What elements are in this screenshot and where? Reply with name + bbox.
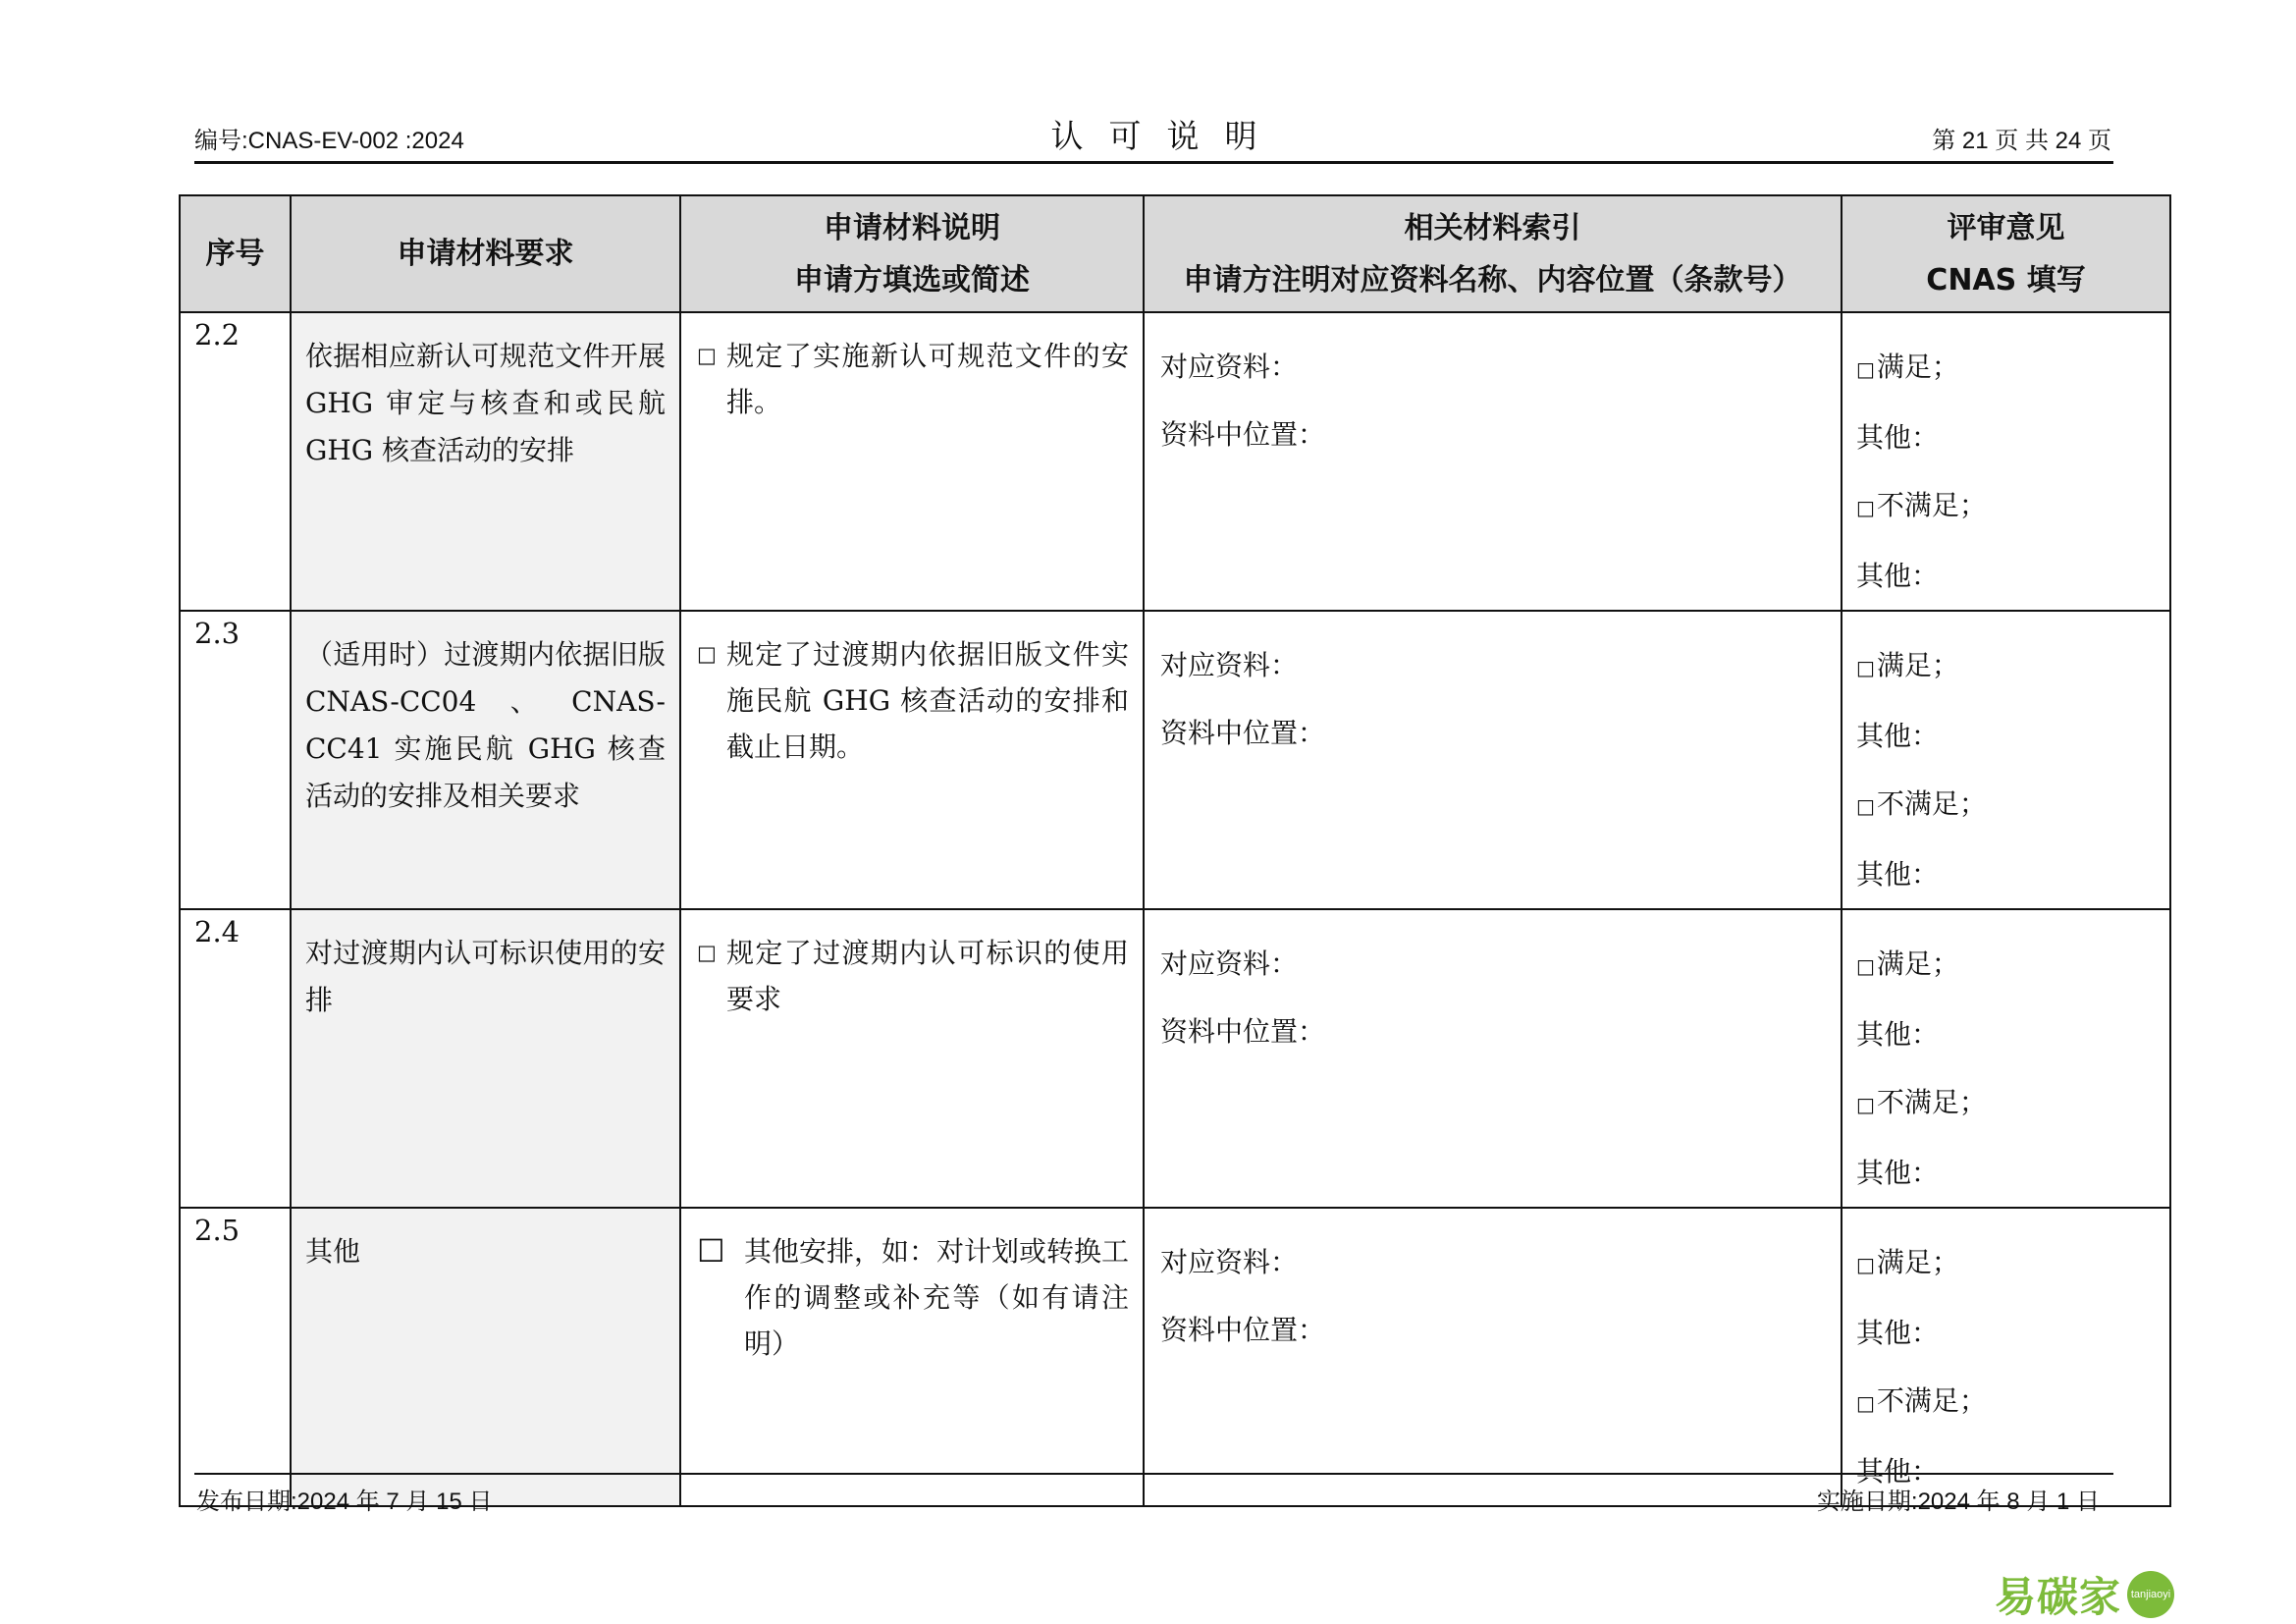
- review-satisfied-label: 满足；: [1876, 649, 1959, 681]
- row-requirement: 依据相应新认可规范文件开展 GHG 审定与核查和或民航 GHG 核查活动的安排: [291, 312, 680, 611]
- table-row: [180, 312, 2170, 611]
- checkbox-icon[interactable]: □: [1856, 1391, 1875, 1415]
- checkbox-icon[interactable]: □: [1856, 954, 1875, 978]
- table-row: [180, 909, 2170, 1208]
- header-description: [680, 195, 1144, 312]
- doc-title: 认可说明: [1050, 117, 1283, 155]
- reference-location-label: 资料中位置：: [1160, 1015, 1326, 1048]
- review-other-label: 其他：: [1856, 1157, 1940, 1189]
- issue-date: 发布日期:2024 年 7 月 15 日: [196, 1489, 493, 1515]
- reference-material-label: 对应资料：: [1160, 351, 1299, 383]
- reference-location-label: 资料中位置：: [1160, 717, 1326, 749]
- header-description-line1: 申请材料说明: [824, 210, 1000, 245]
- review-unsatisfied-label: 不满足；: [1876, 1384, 1987, 1417]
- row-description: [680, 312, 1144, 611]
- effective-date: 实施日期:2024 年 8 月 1 日: [1816, 1489, 2100, 1515]
- row-requirement: （适用时）过渡期内依据旧版 CNAS-CC04、CNAS-CC41 实施民航 GHG 核查活动的安排及相关要求: [291, 611, 680, 909]
- row-review: [1842, 909, 2170, 1208]
- row-description: [680, 1208, 1144, 1506]
- row-reference: [1144, 1208, 1842, 1506]
- watermark-badge-icon: tanjiaoyi: [2127, 1571, 2174, 1618]
- header-requirement: 申请材料要求: [291, 195, 680, 312]
- review-other-label: 其他：: [1856, 1018, 1940, 1051]
- review-other-label: 其他：: [1856, 858, 1940, 891]
- row-number: 2.5: [180, 1208, 291, 1506]
- description-text: 规定了过渡期内依据旧版文件实施民航 GHG 核查活动的安排和截止日期。: [726, 638, 1129, 763]
- reference-location-label: 资料中位置：: [1160, 1314, 1326, 1346]
- description-text: 其他安排，如：对计划或转换工作的调整或补充等（如有请注明）: [744, 1235, 1130, 1360]
- row-review: [1842, 611, 2170, 909]
- row-number: 2.4: [180, 909, 291, 1208]
- checkbox-icon[interactable]: □: [697, 344, 717, 367]
- row-requirement: 对过渡期内认可标识使用的安排: [291, 909, 680, 1208]
- checkbox-icon[interactable]: □: [697, 642, 717, 666]
- reference-material-label: 对应资料：: [1160, 1246, 1299, 1278]
- header-review: [1842, 195, 2170, 312]
- checkbox-icon[interactable]: □: [1856, 1093, 1875, 1116]
- checkbox-icon[interactable]: □: [1856, 656, 1875, 679]
- review-unsatisfied-label: 不满足；: [1876, 787, 1987, 820]
- row-number: 2.3: [180, 611, 291, 909]
- row-number: 2.2: [180, 312, 291, 611]
- review-other-label: 其他：: [1856, 560, 1940, 592]
- checkbox-icon[interactable]: ☐: [697, 1232, 725, 1270]
- row-reference: [1144, 611, 1842, 909]
- header-description-line2: 申请方填选或简述: [794, 262, 1030, 298]
- watermark-logo: [1995, 1565, 2174, 1624]
- page-info: 第 21 页 共 24 页: [1932, 128, 2111, 154]
- header-num: 序号: [180, 195, 291, 312]
- reference-location-label: 资料中位置：: [1160, 418, 1326, 451]
- checkbox-icon[interactable]: □: [1856, 1253, 1875, 1276]
- checkbox-icon[interactable]: □: [1856, 496, 1875, 519]
- watermark-brand: 易碳家: [1995, 1573, 2122, 1621]
- header-review-line2: CNAS 填写: [1926, 262, 2086, 298]
- row-reference: [1144, 909, 1842, 1208]
- reference-material-label: 对应资料：: [1160, 947, 1299, 980]
- page-footer: [194, 1473, 2113, 1514]
- review-other-label: 其他：: [1856, 421, 1940, 454]
- review-satisfied-label: 满足；: [1876, 947, 1959, 980]
- row-description: [680, 909, 1144, 1208]
- review-other-label: 其他：: [1856, 1317, 1940, 1349]
- row-description: [680, 611, 1144, 909]
- doc-code: 编号:CNAS-EV-002 :2024: [194, 128, 464, 154]
- header-reference: [1144, 195, 1842, 312]
- table-row: [180, 611, 2170, 909]
- description-text: 规定了过渡期内认可标识的使用要求: [726, 937, 1129, 1015]
- row-review: [1842, 1208, 2170, 1506]
- checkbox-icon[interactable]: □: [697, 941, 717, 964]
- description-text: 规定了实施新认可规范文件的安排。: [726, 340, 1129, 418]
- review-other-label: 其他：: [1856, 720, 1940, 752]
- checkbox-icon[interactable]: □: [1856, 357, 1875, 381]
- row-reference: [1144, 312, 1842, 611]
- header-reference-line2: 申请方注明对应资料名称、内容位置（条款号）: [1183, 262, 1802, 298]
- review-unsatisfied-label: 不满足；: [1876, 1086, 1987, 1118]
- review-satisfied-label: 满足；: [1876, 351, 1959, 383]
- reference-material-label: 对应资料：: [1160, 649, 1299, 681]
- table-header-row: [180, 195, 2170, 312]
- review-other-label: 其他：: [1856, 1455, 1940, 1488]
- header-review-line1: 评审意见: [1947, 210, 2065, 245]
- table-row: [180, 1208, 2170, 1506]
- page-header: [194, 116, 2113, 164]
- row-requirement: 其他: [291, 1208, 680, 1506]
- review-unsatisfied-label: 不满足；: [1876, 489, 1987, 521]
- checkbox-icon[interactable]: □: [1856, 794, 1875, 818]
- application-materials-table: [179, 194, 2171, 1507]
- header-reference-line1: 相关材料索引: [1404, 210, 1581, 245]
- row-review: [1842, 312, 2170, 611]
- review-satisfied-label: 满足；: [1876, 1246, 1959, 1278]
